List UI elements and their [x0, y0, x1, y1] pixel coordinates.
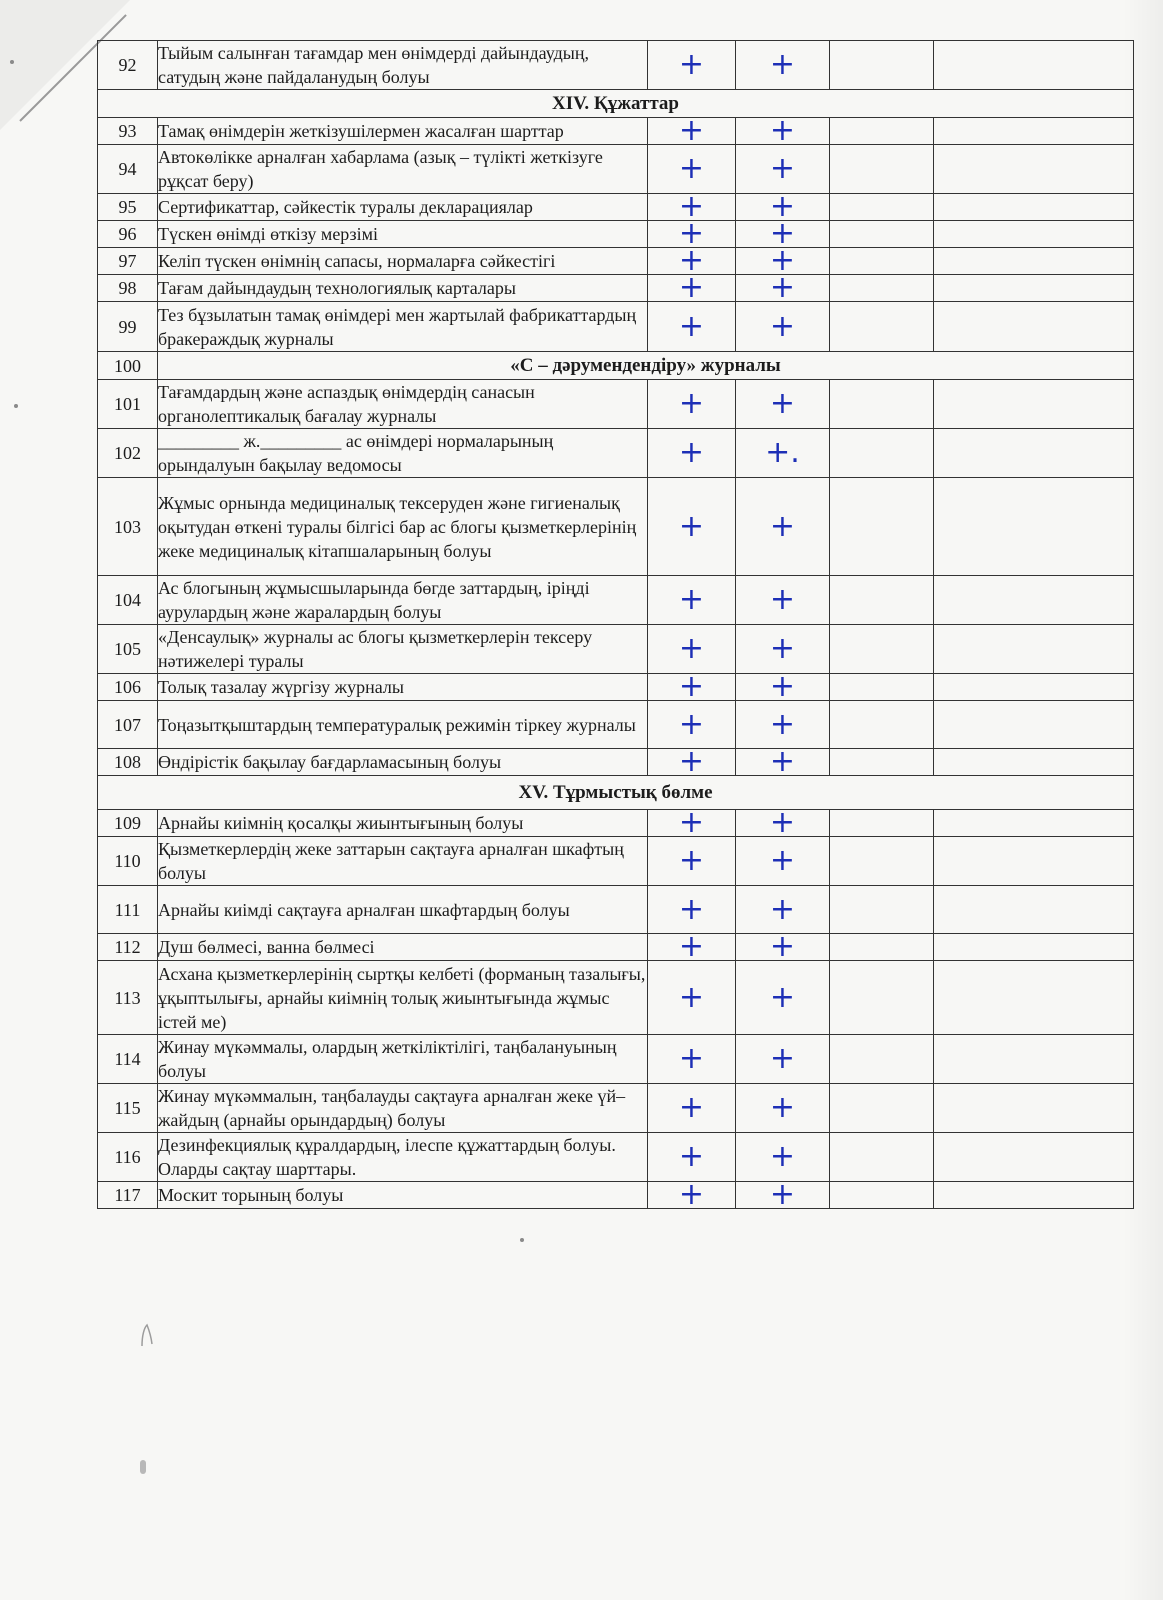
empty-cell — [934, 961, 1134, 1035]
table-row — [98, 625, 1134, 674]
empty-cell — [934, 221, 1134, 248]
requirement-text: _________ ж._________ ас өнімдері нормаларының орындалуын бақылау ведомосы — [158, 429, 648, 478]
handwritten-check-mark: + — [736, 221, 830, 248]
empty-cell — [830, 961, 934, 1035]
requirement-text: Тағам дайындаудың технологиялық карталары — [158, 275, 648, 302]
requirement-text: Тыйым салынған тағамдар мен өнімдерді дайындаудың, сатудың және пайдаланудың болуы — [158, 41, 648, 90]
row-number: 94 — [98, 145, 158, 194]
empty-cell — [830, 380, 934, 429]
row-number: 96 — [98, 221, 158, 248]
requirement-text: Асхана қызметкерлерінің сыртқы келбеті (форманың тазалығы, ұқыптылығы, арнайы киімнің толық жиынтығында жұмыс істей ме) — [158, 961, 648, 1035]
handwritten-check-mark: + — [736, 302, 830, 352]
row-number: 100 — [98, 352, 158, 380]
empty-cell — [934, 429, 1134, 478]
empty-cell — [934, 118, 1134, 145]
handwritten-check-mark: + — [648, 248, 736, 275]
empty-cell — [934, 302, 1134, 352]
table-row — [98, 674, 1134, 701]
handwritten-check-mark: + — [648, 749, 736, 776]
section-header-row — [98, 776, 1134, 810]
empty-cell — [934, 380, 1134, 429]
empty-cell — [934, 275, 1134, 302]
handwritten-check-mark: + — [648, 886, 736, 934]
table-row — [98, 576, 1134, 625]
requirement-text: Сертификаттар, сәйкестік туралы декларациялар — [158, 194, 648, 221]
empty-cell — [830, 1133, 934, 1182]
requirement-text: Тағамдардың және аспаздық өнімдердің санасын органолептикалық бағалау журналы — [158, 380, 648, 429]
requirement-text: Тамақ өнімдерін жеткізушілермен жасалған шарттар — [158, 118, 648, 145]
handwritten-check-mark: + — [736, 837, 830, 886]
requirement-text: Душ бөлмесі, ванна бөлмесі — [158, 934, 648, 961]
handwritten-check-mark: + — [736, 701, 830, 749]
table-row — [98, 41, 1134, 90]
row-number: 104 — [98, 576, 158, 625]
empty-cell — [934, 674, 1134, 701]
empty-cell — [934, 1182, 1134, 1209]
table-row — [98, 248, 1134, 275]
row-number: 107 — [98, 701, 158, 749]
empty-cell — [830, 145, 934, 194]
table-row — [98, 145, 1134, 194]
row-number: 98 — [98, 275, 158, 302]
empty-cell — [830, 302, 934, 352]
requirement-text: Жинау мүкәммалы, олардың жеткіліктілігі, таңбалануының болуы — [158, 1035, 648, 1084]
requirement-text: Өндірістік бақылау бағдарламасының болуы — [158, 749, 648, 776]
handwritten-check-mark: + — [648, 625, 736, 674]
row-number: 95 — [98, 194, 158, 221]
handwritten-check-mark: + — [648, 837, 736, 886]
handwritten-check-mark: + — [736, 1035, 830, 1084]
section-header-row — [98, 90, 1134, 118]
table-row — [98, 118, 1134, 145]
empty-cell — [830, 674, 934, 701]
row-number: 105 — [98, 625, 158, 674]
empty-cell — [830, 118, 934, 145]
table-row — [98, 221, 1134, 248]
empty-cell — [934, 837, 1134, 886]
handwritten-check-mark: + — [736, 275, 830, 302]
handwritten-check-mark: + — [736, 1182, 830, 1209]
dust-speck — [520, 1238, 524, 1242]
requirement-text: Дезинфекциялық құралдардың, ілеспе құжаттардың болуы. Оларды сақтау шарттары. — [158, 1133, 648, 1182]
requirement-text: Тез бұзылатын тамақ өнімдері мен жартылай фабрикаттардың бракераждық журналы — [158, 302, 648, 352]
journal-header-row — [98, 352, 1134, 380]
checklist-table — [97, 40, 1134, 1212]
dust-speck — [14, 404, 18, 408]
handwritten-check-mark: + — [736, 934, 830, 961]
requirement-text: Қызметкерлердің жеке заттарын сақтауға арналған шкафтың болуы — [158, 837, 648, 886]
empty-cell — [934, 749, 1134, 776]
handwritten-check-mark: + — [736, 961, 830, 1035]
handwritten-check-mark: + — [736, 576, 830, 625]
table-row — [98, 1035, 1134, 1084]
empty-cell — [830, 1182, 934, 1209]
handwritten-check-mark: + — [736, 886, 830, 934]
empty-cell — [830, 41, 934, 90]
checklist-body — [98, 41, 1134, 1212]
stray-smudge — [140, 1460, 146, 1474]
empty-cell — [830, 837, 934, 886]
table-row — [98, 478, 1134, 576]
table-row — [98, 302, 1134, 352]
handwritten-check-mark: + — [736, 810, 830, 837]
empty-cell — [934, 934, 1134, 961]
handwritten-check-mark: + — [648, 1133, 736, 1182]
empty-cell — [830, 749, 934, 776]
handwritten-check-mark: + — [736, 1133, 830, 1182]
table-row — [98, 749, 1134, 776]
handwritten-check-mark: + — [648, 221, 736, 248]
dust-speck — [10, 60, 14, 64]
empty-cell — [830, 478, 934, 576]
handwritten-check-mark: + — [648, 41, 736, 90]
row-number: 111 — [98, 886, 158, 934]
handwritten-check-mark: +. — [736, 429, 830, 478]
empty-cell — [934, 576, 1134, 625]
table-row — [98, 934, 1134, 961]
table-row — [98, 1084, 1134, 1133]
table-row — [98, 701, 1134, 749]
handwritten-check-mark: + — [648, 380, 736, 429]
handwritten-check-mark: + — [736, 145, 830, 194]
table-row — [98, 961, 1134, 1035]
empty-cell — [934, 478, 1134, 576]
requirement-text: Толық тазалау жүргізу журналы — [158, 674, 648, 701]
handwritten-check-mark: + — [648, 194, 736, 221]
requirement-text: Ас блогының жұмысшыларында бөгде заттардың, іріңді аурулардың және жаралардың болуы — [158, 576, 648, 625]
handwritten-check-mark: + — [736, 749, 830, 776]
empty-cell — [934, 886, 1134, 934]
row-number: 109 — [98, 810, 158, 837]
row-number: 103 — [98, 478, 158, 576]
row-number: 97 — [98, 248, 158, 275]
journal-title: «С – дәрумендендіру» журналы — [158, 352, 1134, 380]
handwritten-check-mark: + — [648, 302, 736, 352]
handwritten-check-mark: + — [736, 248, 830, 275]
row-number: 117 — [98, 1182, 158, 1209]
row-number: 99 — [98, 302, 158, 352]
row-number: 108 — [98, 749, 158, 776]
handwritten-check-mark: + — [648, 429, 736, 478]
empty-cell — [830, 701, 934, 749]
handwritten-check-mark: + — [736, 380, 830, 429]
handwritten-check-mark: + — [648, 145, 736, 194]
empty-cell — [830, 810, 934, 837]
table-row — [98, 380, 1134, 429]
handwritten-check-mark: + — [648, 275, 736, 302]
empty-cell — [830, 1084, 934, 1133]
requirement-text: Жинау мүкәммалын, таңбалауды сақтауға арналған жеке үй–жайдың (арнайы орындардың) болуы — [158, 1084, 648, 1133]
requirement-text: Келіп түскен өнімнің сапасы, нормаларға сәйкестігі — [158, 248, 648, 275]
handwritten-check-mark: + — [648, 701, 736, 749]
table-row — [98, 837, 1134, 886]
handwritten-check-mark: + — [736, 41, 830, 90]
handwritten-check-mark: + — [736, 1084, 830, 1133]
row-number: 106 — [98, 674, 158, 701]
requirement-text: Жұмыс орнында медициналық тексеруден және гигиеналық оқытудан өткені туралы білгісі бар ас блогы қызметкерлерінің жеке медициналық кітапшаларының болуы — [158, 478, 648, 576]
handwritten-check-mark: + — [736, 625, 830, 674]
empty-cell — [830, 1035, 934, 1084]
handwritten-check-mark: + — [648, 674, 736, 701]
row-number: 92 — [98, 41, 158, 90]
requirement-text: Түскен өнімді өткізу мерзімі — [158, 221, 648, 248]
row-number: 116 — [98, 1133, 158, 1182]
table-row — [98, 810, 1134, 837]
requirement-text: Тоңазытқыштардың температуралық режимін тіркеу журналы — [158, 701, 648, 749]
table-row — [98, 1133, 1134, 1182]
empty-cell — [934, 41, 1134, 90]
requirement-text: Арнайы киімнің қосалқы жиынтығының болуы — [158, 810, 648, 837]
requirement-text: «Денсаулық» журналы ас блогы қызметкерлерін тексеру нәтижелері туралы — [158, 625, 648, 674]
table-row — [98, 1182, 1134, 1209]
empty-cell — [830, 625, 934, 674]
row-number: 114 — [98, 1035, 158, 1084]
handwritten-check-mark: + — [648, 1182, 736, 1209]
empty-cell — [830, 221, 934, 248]
row-number: 115 — [98, 1084, 158, 1133]
empty-cell — [830, 275, 934, 302]
handwritten-check-mark: + — [648, 478, 736, 576]
handwritten-check-mark: + — [736, 194, 830, 221]
empty-cell — [934, 810, 1134, 837]
handwritten-check-mark: + — [736, 118, 830, 145]
handwritten-check-mark: + — [736, 674, 830, 701]
table-row — [98, 275, 1134, 302]
empty-cell — [830, 194, 934, 221]
empty-cell — [934, 145, 1134, 194]
row-number: 113 — [98, 961, 158, 1035]
row-number: 101 — [98, 380, 158, 429]
empty-cell — [934, 1133, 1134, 1182]
empty-cell — [830, 886, 934, 934]
handwritten-check-mark: + — [648, 961, 736, 1035]
empty-cell — [934, 701, 1134, 749]
handwritten-check-mark: + — [648, 934, 736, 961]
empty-cell — [934, 1035, 1134, 1084]
requirement-text: Автокөлікке арналған хабарлама (азық – түлікті жеткізуге рұқсат беру) — [158, 145, 648, 194]
row-number: 102 — [98, 429, 158, 478]
stray-pen-mark — [138, 1322, 156, 1348]
row-number: 112 — [98, 934, 158, 961]
handwritten-check-mark: + — [648, 576, 736, 625]
handwritten-check-mark: + — [648, 1084, 736, 1133]
requirement-text: Москит торының болуы — [158, 1182, 648, 1209]
table-row — [98, 886, 1134, 934]
handwritten-check-mark: + — [736, 478, 830, 576]
empty-cell — [830, 934, 934, 961]
empty-cell — [830, 576, 934, 625]
empty-cell — [830, 248, 934, 275]
table-row — [98, 194, 1134, 221]
handwritten-check-mark: + — [648, 1035, 736, 1084]
row-number: 93 — [98, 118, 158, 145]
section-title: XIV. Құжаттар — [98, 90, 1134, 118]
section-title: XV. Тұрмыстық бөлме — [98, 776, 1134, 810]
empty-cell — [934, 194, 1134, 221]
handwritten-check-mark: + — [648, 810, 736, 837]
empty-cell — [934, 625, 1134, 674]
empty-cell — [934, 1084, 1134, 1133]
empty-cell — [934, 248, 1134, 275]
handwritten-check-mark: + — [648, 118, 736, 145]
empty-cell — [830, 429, 934, 478]
table-row — [98, 429, 1134, 478]
requirement-text: Арнайы киімді сақтауға арналған шкафтардың болуы — [158, 886, 648, 934]
row-number: 110 — [98, 837, 158, 886]
